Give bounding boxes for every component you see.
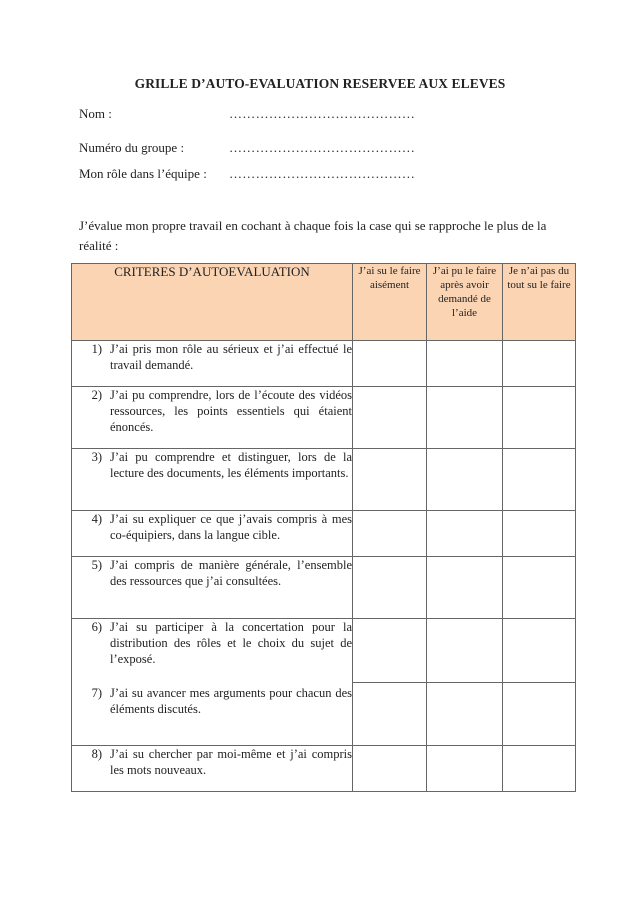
checkbox-cell-not-at-all[interactable] xyxy=(503,746,576,792)
checkbox-cell-not-at-all[interactable] xyxy=(503,341,576,387)
item-text: J’ai su expliquer ce que j’avais compris à mes co-équipiers, dans la langue cible. xyxy=(110,512,352,542)
item-text: J’ai pu comprendre et distinguer, lors de la lecture des documents, les éléments importants. xyxy=(110,450,352,480)
checkbox-cell-not-at-all[interactable] xyxy=(503,511,576,557)
self-evaluation-table xyxy=(71,263,576,792)
item-text: J’ai compris de manière générale, l’ensemble des ressources que j’ai consultées. xyxy=(110,558,352,588)
page-title: GRILLE D’AUTO-EVALUATION RESERVEE AUX ELEVES xyxy=(134,76,506,91)
item-number: 7) xyxy=(91,686,102,700)
criterion-cell xyxy=(72,511,353,557)
table-row xyxy=(72,557,576,619)
item-text: J’ai pris mon rôle au sérieux et j’ai effectué le travail demandé. xyxy=(110,342,352,372)
checkbox-cell-with-help[interactable] xyxy=(427,341,503,387)
checkbox-cell-easily[interactable] xyxy=(353,682,427,746)
item-number: 1) xyxy=(91,342,102,356)
checkbox-cell-with-help[interactable] xyxy=(427,619,503,683)
checkbox-cell-not-at-all[interactable] xyxy=(503,682,576,746)
item-text: J’ai su participer à la concertation pour la distribution des rôles et le choix du sujet de l’exposé. xyxy=(110,620,352,666)
table-row xyxy=(72,387,576,449)
checkbox-cell-with-help[interactable] xyxy=(427,682,503,746)
team-role-label: Mon rôle dans l’équipe : xyxy=(79,166,207,181)
checkbox-cell-with-help[interactable] xyxy=(427,387,503,449)
checkbox-cell-not-at-all[interactable] xyxy=(503,387,576,449)
item-number: 4) xyxy=(91,512,102,526)
table-row xyxy=(72,746,576,792)
checkbox-cell-easily[interactable] xyxy=(353,449,427,511)
group-number-label: Numéro du groupe : xyxy=(79,140,185,155)
item-number: 3) xyxy=(91,450,102,464)
criteria-header: CRITERES D’AUTOEVALUATION xyxy=(72,264,353,341)
checkbox-cell-easily[interactable] xyxy=(353,557,427,619)
column-header-with-help: J’ai pu le faire après avoir demandé de l’aide xyxy=(427,264,503,341)
column-header-easily: J’ai su le faire aisément xyxy=(353,264,427,341)
checkbox-cell-easily[interactable] xyxy=(353,341,427,387)
table-row xyxy=(72,449,576,511)
checkbox-cell-easily[interactable] xyxy=(353,387,427,449)
table-row xyxy=(72,341,576,387)
group-number-blank[interactable]: …………………………………… xyxy=(229,140,416,155)
criterion-cell xyxy=(72,341,353,387)
criterion-cell xyxy=(72,387,353,449)
item-number: 2) xyxy=(91,388,102,402)
item-text: J’ai su avancer mes arguments pour chacun des éléments discutés. xyxy=(110,686,352,716)
checkbox-cell-with-help[interactable] xyxy=(427,746,503,792)
name-label: Nom : xyxy=(79,106,112,121)
item-text: J’ai pu comprendre, lors de l’écoute des vidéos ressources, les points essentiels qui étaient énoncés. xyxy=(110,388,352,434)
checkbox-cell-not-at-all[interactable] xyxy=(503,449,576,511)
checkbox-cell-easily[interactable] xyxy=(353,619,427,683)
item-text: J’ai su chercher par moi-même et j’ai compris les mots nouveaux. xyxy=(110,747,352,777)
criterion-cell xyxy=(72,746,353,792)
checkbox-cell-with-help[interactable] xyxy=(427,449,503,511)
team-role-blank[interactable]: …………………………………… xyxy=(229,166,416,181)
name-blank[interactable]: …………………………………… xyxy=(229,106,416,121)
checkbox-cell-with-help[interactable] xyxy=(427,557,503,619)
criterion-cell xyxy=(72,449,353,511)
table-row xyxy=(72,511,576,557)
criterion-cell xyxy=(72,619,353,746)
criterion-cell xyxy=(72,557,353,619)
item-number: 5) xyxy=(91,558,102,572)
item-number: 8) xyxy=(91,747,102,761)
table-row xyxy=(72,619,576,683)
item-number: 6) xyxy=(91,620,102,634)
checkbox-cell-not-at-all[interactable] xyxy=(503,557,576,619)
checkbox-cell-not-at-all[interactable] xyxy=(503,619,576,683)
instructions: J’évalue mon propre travail en cochant à chaque fois la case qui se rapproche le plus de la réalité : xyxy=(79,218,547,253)
checkbox-cell-easily[interactable] xyxy=(353,511,427,557)
checkbox-cell-easily[interactable] xyxy=(353,746,427,792)
checkbox-cell-with-help[interactable] xyxy=(427,511,503,557)
column-header-not-at-all: Je n’ai pas du tout su le faire xyxy=(503,264,576,341)
